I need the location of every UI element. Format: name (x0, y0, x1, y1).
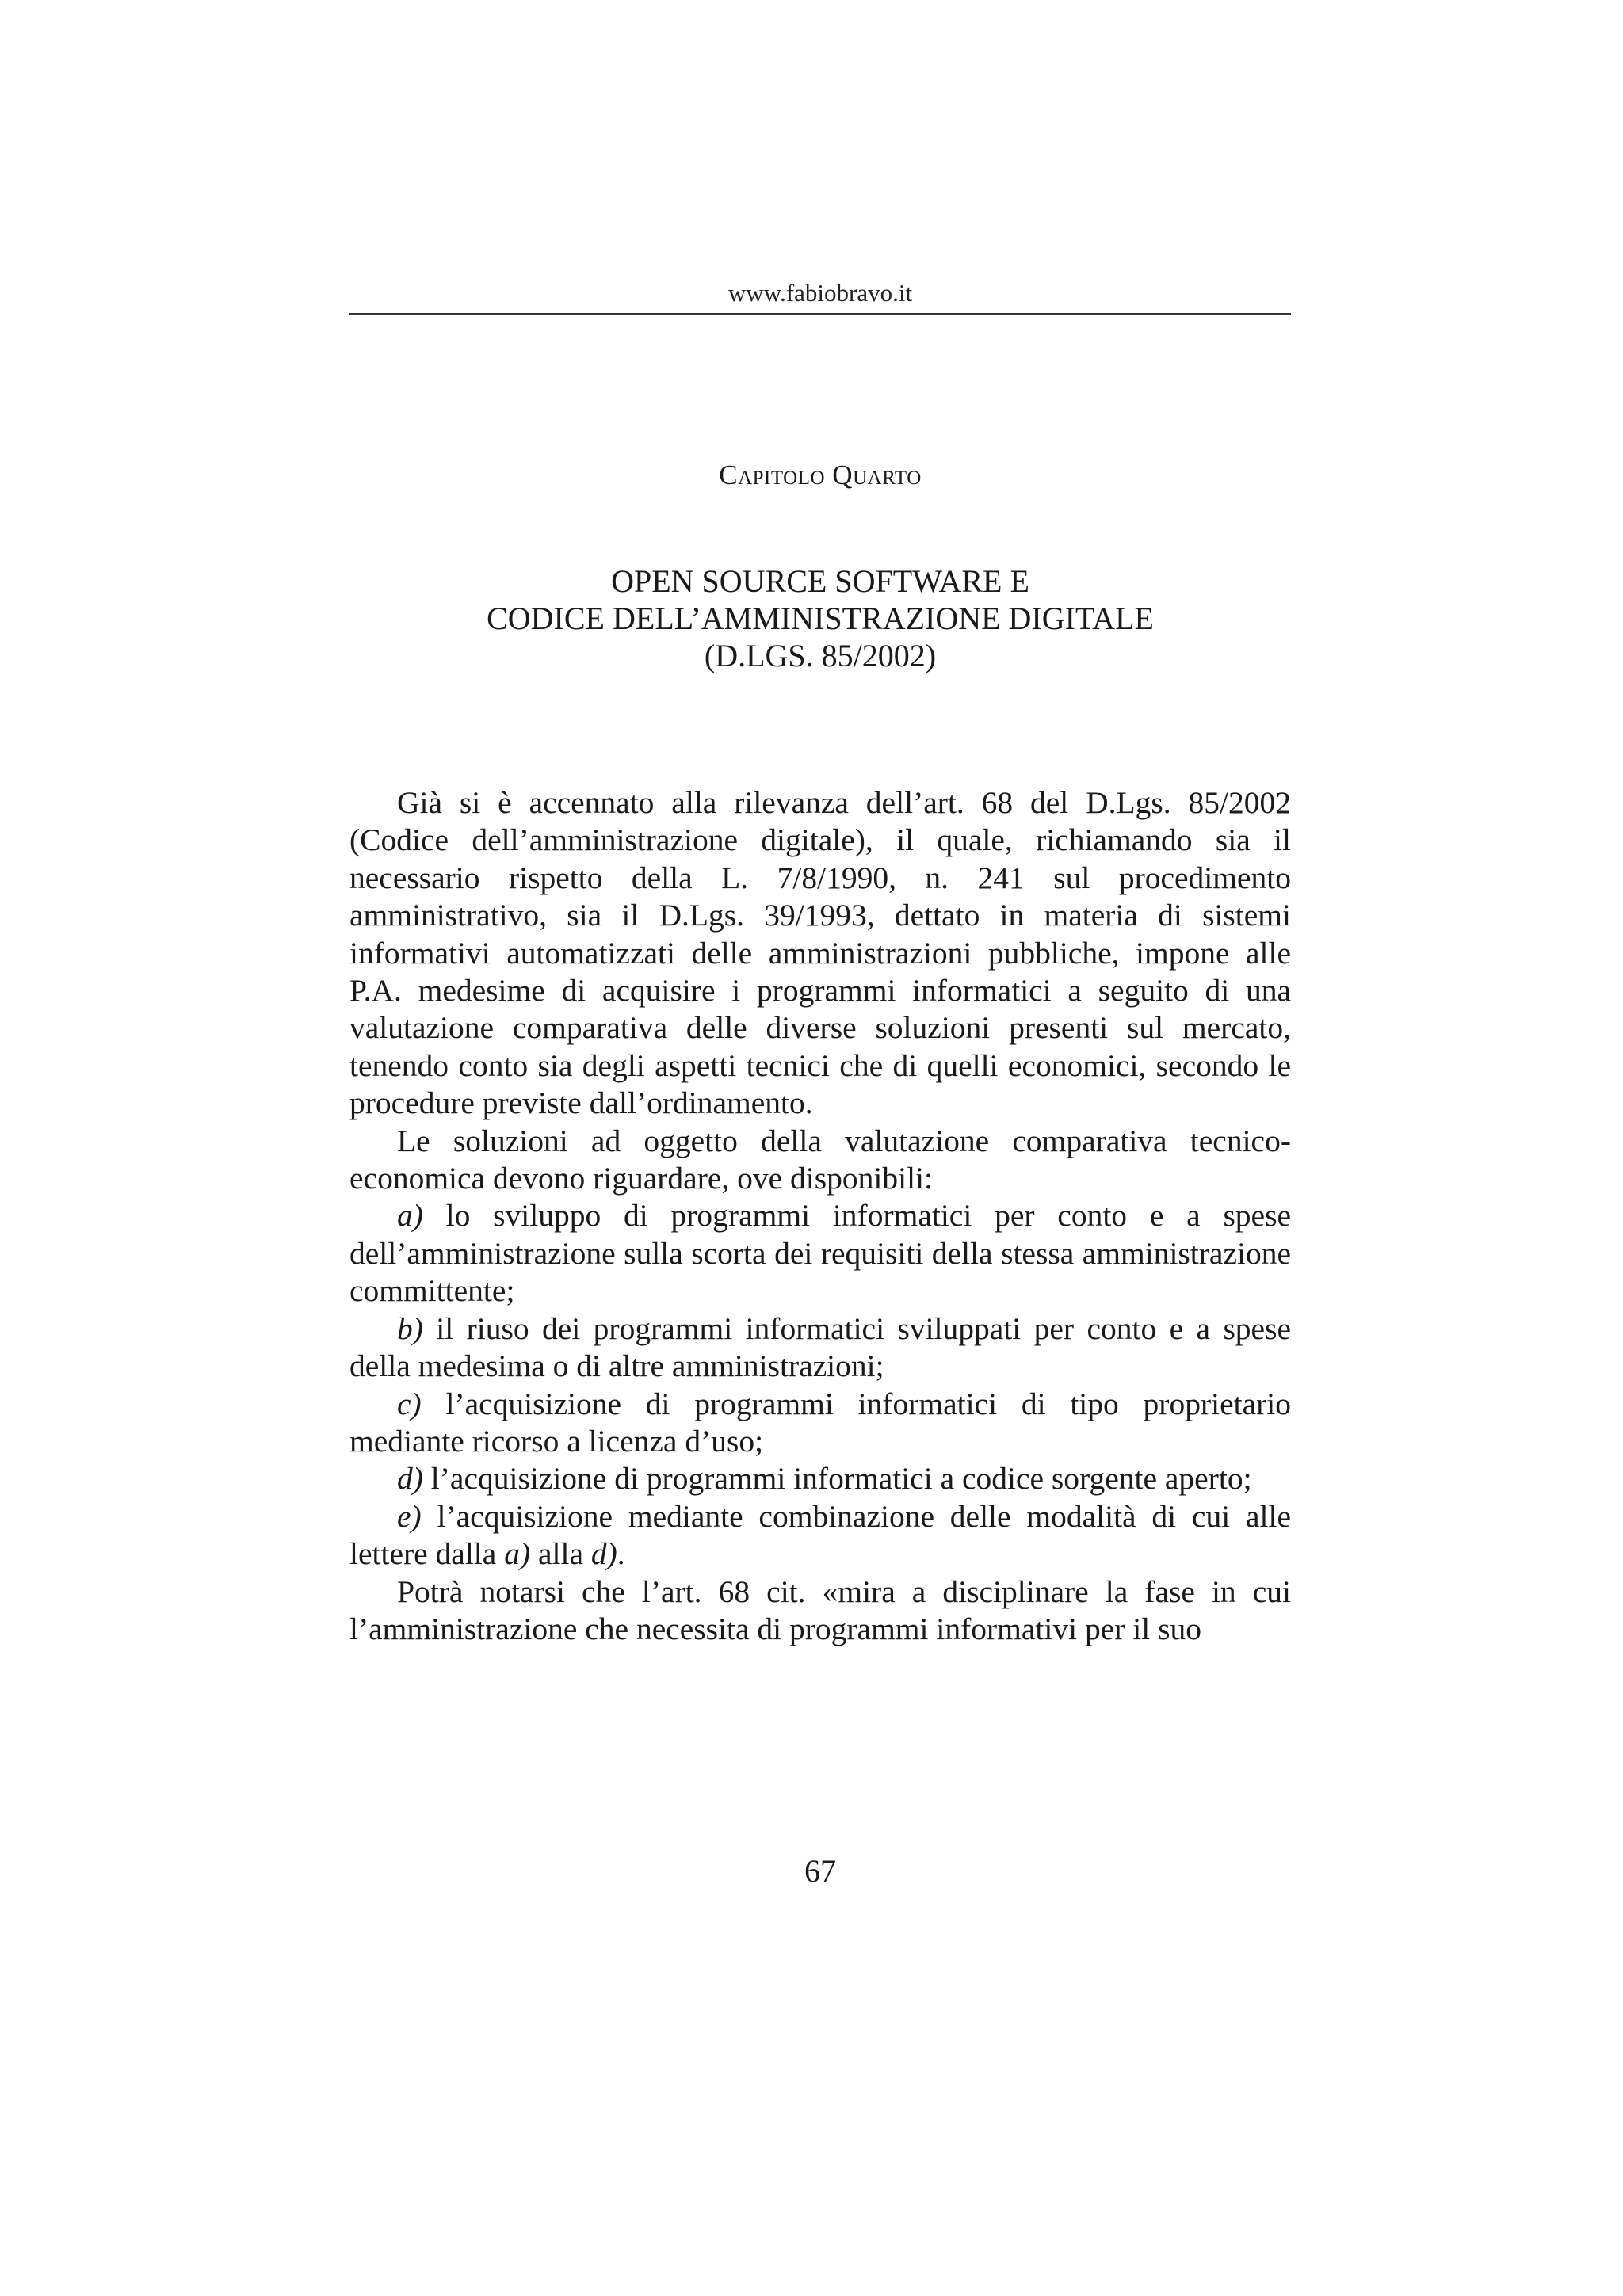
paragraph-solutions: Le soluzioni ad oggetto della valutazione comparativa tecnico-economica devono riguardare, ove disponibili: (349, 1123, 1291, 1196)
paragraph-closing: Potrà notarsi che l’art. 68 cit. «mira a disciplinare la fase in cui l’amministrazione che necessita di programmi informativi per il suo (349, 1573, 1291, 1646)
chapter-title-line-2: CODICE DELL’AMMINISTRAZIONE DIGITALE (487, 601, 1154, 636)
list-text-e: l’acquisizione mediante combinazione delle modalità di cui alle lettere dalla (349, 1498, 1291, 1572)
chapter-title-line-3: (D.LGS. 85/2002) (704, 638, 937, 673)
body-text (349, 784, 1291, 1648)
list-marker-b: b) (397, 1310, 423, 1346)
list-ref-a: a) (504, 1536, 531, 1572)
list-marker-e: e) (397, 1498, 422, 1534)
list-item-e (349, 1498, 1291, 1573)
list-item-a (349, 1197, 1291, 1310)
list-text-b: il riuso dei programmi informatici sviluppati per conto e a spese della medesima o di altre amministrazioni; (349, 1310, 1291, 1384)
list-marker-d: d) (397, 1461, 423, 1497)
chapter-title (349, 563, 1291, 674)
running-header-website: www.fabiobravo.it (727, 279, 913, 307)
list-marker-c: c) (397, 1386, 422, 1421)
list-text-e-end: . (617, 1536, 625, 1572)
header-rule (349, 313, 1291, 315)
list-text-d: l’acquisizione di programmi informatici a codice sorgente aperto; (422, 1461, 1252, 1497)
paragraph-intro: Già si è accennato alla rilevanza dell’art. 68 del D.Lgs. 85/2002 (Codice dell’amministrazione digitale), il quale, richiamando sia il necessario rispetto della L. 7/8/1990, n. 241 sul procedimento amministrativo, sia il D.Lgs. 39/1993, dettato in materia di sistemi informativi automatizzati delle amministrazioni pubbliche, impone alle P.A. medesime di acquisire i programmi informatici a seguito di una valutazione comparativa delle diverse soluzioni presenti sul mercato, tenendo conto sia degli aspetti tecnici che di quelli economici, secondo le procedure previste dall’ordinamento. (349, 785, 1291, 1121)
list-item-d (349, 1460, 1291, 1497)
list-ref-d: d) (590, 1536, 617, 1572)
list-text-e-middle: alla (530, 1536, 591, 1572)
list-item-c (349, 1386, 1291, 1461)
list-marker-a: a) (397, 1198, 423, 1234)
chapter-title-line-1: OPEN SOURCE SOFTWARE E (611, 563, 1029, 599)
list-item-b (349, 1310, 1291, 1386)
list-text-c: l’acquisizione di programmi informatici di tipo proprietario mediante ricorso a licenza d’uso; (349, 1386, 1291, 1459)
page-number: 67 (804, 1853, 836, 1889)
chapter-label: Capitolo Quarto (719, 460, 922, 490)
list-text-a: lo sviluppo di programmi informatici per conto e a spese dell’amministrazione sulla scorta dei requisiti della stessa amministrazione committente; (349, 1198, 1291, 1309)
